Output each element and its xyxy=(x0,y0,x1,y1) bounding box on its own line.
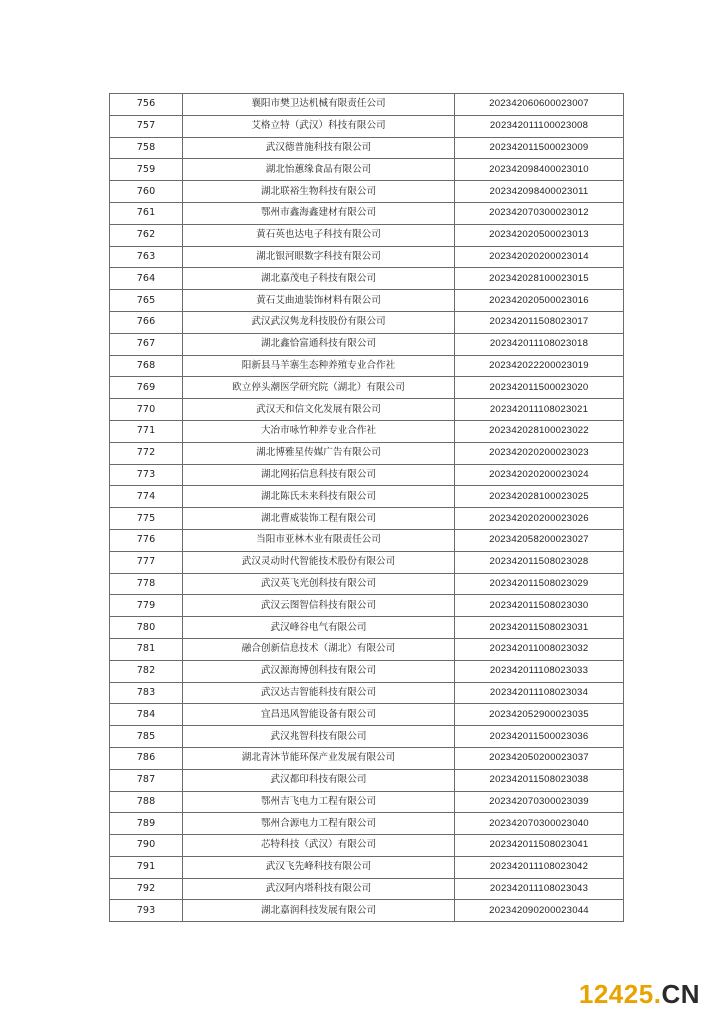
row-number: 758 xyxy=(110,137,183,159)
row-number: 780 xyxy=(110,617,183,639)
row-number: 760 xyxy=(110,181,183,203)
table-row xyxy=(110,268,624,290)
registration-code: 202342011508023028 xyxy=(455,551,624,573)
registration-code: 202342011508023031 xyxy=(455,617,624,639)
company-name: 湖北曹威装饰工程有限公司 xyxy=(183,508,455,530)
registration-code: 202342020500023016 xyxy=(455,290,624,312)
company-name: 湖北嘉茂电子科技有限公司 xyxy=(183,268,455,290)
company-name: 大冶市咏竹种养专业合作社 xyxy=(183,420,455,442)
company-name: 武汉兆智科技有限公司 xyxy=(183,726,455,748)
company-name: 湖北怡蕙缘食品有限公司 xyxy=(183,159,455,181)
registration-code: 202342070300023040 xyxy=(455,813,624,835)
company-name: 武汉峰谷电气有限公司 xyxy=(183,617,455,639)
company-name: 武汉云图智信科技有限公司 xyxy=(183,595,455,617)
company-name: 欧立停头潮医学研究院（湖北）有限公司 xyxy=(183,377,455,399)
company-name: 芯特科技（武汉）有限公司 xyxy=(183,835,455,857)
row-number: 763 xyxy=(110,246,183,268)
company-name: 湖北鑫恰富通科技有限公司 xyxy=(183,333,455,355)
registration-code: 202342011500023036 xyxy=(455,726,624,748)
registration-code: 202342052900023035 xyxy=(455,704,624,726)
registration-code: 202342020200023026 xyxy=(455,508,624,530)
registration-code: 202342070300023039 xyxy=(455,791,624,813)
registration-code: 202342020200023023 xyxy=(455,442,624,464)
registration-code: 202342011508023041 xyxy=(455,835,624,857)
registration-code: 202342022200023019 xyxy=(455,355,624,377)
registration-code: 202342020200023014 xyxy=(455,246,624,268)
row-number: 776 xyxy=(110,529,183,551)
table-row xyxy=(110,202,624,224)
registration-code: 202342028100023015 xyxy=(455,268,624,290)
table-row xyxy=(110,486,624,508)
table-row xyxy=(110,420,624,442)
company-name: 黄石英也达电子科技有限公司 xyxy=(183,224,455,246)
company-name: 武汉天和信文化发展有限公司 xyxy=(183,399,455,421)
row-number: 775 xyxy=(110,508,183,530)
table-row xyxy=(110,878,624,900)
table-row xyxy=(110,551,624,573)
table-body xyxy=(110,94,624,922)
company-name: 武汉武汉隽龙科技股份有限公司 xyxy=(183,311,455,333)
row-number: 768 xyxy=(110,355,183,377)
company-name: 阳新县马羊寨生态种养殖专业合作社 xyxy=(183,355,455,377)
table-row xyxy=(110,246,624,268)
row-number: 773 xyxy=(110,464,183,486)
company-name: 武汉达吉智能科技有限公司 xyxy=(183,682,455,704)
registration-code: 202342011508023038 xyxy=(455,769,624,791)
company-name: 黄石艾曲迪装饰材料有限公司 xyxy=(183,290,455,312)
table-row xyxy=(110,573,624,595)
company-name: 当阳市亚林木业有限责任公司 xyxy=(183,529,455,551)
registration-code: 202342011108023033 xyxy=(455,660,624,682)
table-row xyxy=(110,94,624,116)
registration-code: 202342011108023034 xyxy=(455,682,624,704)
row-number: 759 xyxy=(110,159,183,181)
row-number: 772 xyxy=(110,442,183,464)
row-number: 762 xyxy=(110,224,183,246)
company-name: 襄阳市樊卫达机械有限责任公司 xyxy=(183,94,455,116)
registration-code: 202342028100023022 xyxy=(455,420,624,442)
table-row xyxy=(110,115,624,137)
row-number: 765 xyxy=(110,290,183,312)
registration-table xyxy=(109,93,624,922)
row-number: 783 xyxy=(110,682,183,704)
company-name: 湖北嘉润科技发展有限公司 xyxy=(183,900,455,922)
company-name: 武汉阿内塔科技有限公司 xyxy=(183,878,455,900)
company-name: 武汉灵动时代智能技术股份有限公司 xyxy=(183,551,455,573)
registration-code: 202342011108023018 xyxy=(455,333,624,355)
row-number: 766 xyxy=(110,311,183,333)
table-row xyxy=(110,791,624,813)
company-name: 武汉德普施科技有限公司 xyxy=(183,137,455,159)
table-row xyxy=(110,529,624,551)
table-row xyxy=(110,769,624,791)
table-row xyxy=(110,399,624,421)
row-number: 761 xyxy=(110,202,183,224)
table-row xyxy=(110,704,624,726)
row-number: 781 xyxy=(110,638,183,660)
row-number: 756 xyxy=(110,94,183,116)
row-number: 793 xyxy=(110,900,183,922)
company-name: 宜昌迅风智能设备有限公司 xyxy=(183,704,455,726)
row-number: 791 xyxy=(110,856,183,878)
table-row xyxy=(110,290,624,312)
row-number: 764 xyxy=(110,268,183,290)
table-row xyxy=(110,856,624,878)
row-number: 767 xyxy=(110,333,183,355)
row-number: 782 xyxy=(110,660,183,682)
company-name: 武汉源海博创科技有限公司 xyxy=(183,660,455,682)
company-name: 湖北青沐节能环保产业发展有限公司 xyxy=(183,747,455,769)
company-name: 武汉飞先峰科技有限公司 xyxy=(183,856,455,878)
table-row xyxy=(110,355,624,377)
company-name: 湖北联裕生物科技有限公司 xyxy=(183,181,455,203)
row-number: 771 xyxy=(110,420,183,442)
table-row xyxy=(110,311,624,333)
table-row xyxy=(110,747,624,769)
registration-code: 202342011508023029 xyxy=(455,573,624,595)
company-name: 艾格立特（武汉）科技有限公司 xyxy=(183,115,455,137)
table-row xyxy=(110,333,624,355)
row-number: 779 xyxy=(110,595,183,617)
company-name: 湖北博雅星传媒广告有限公司 xyxy=(183,442,455,464)
registration-code: 202342090200023044 xyxy=(455,900,624,922)
watermark-digits: 12425 xyxy=(578,979,654,1009)
registration-code: 202342020500023013 xyxy=(455,224,624,246)
row-number: 789 xyxy=(110,813,183,835)
row-number: 777 xyxy=(110,551,183,573)
table-row xyxy=(110,638,624,660)
registration-code: 202342011508023030 xyxy=(455,595,624,617)
registration-code: 202342011108023043 xyxy=(455,878,624,900)
company-name: 融合创新信息技术（湖北）有限公司 xyxy=(183,638,455,660)
table-row xyxy=(110,224,624,246)
registration-code: 202342050200023037 xyxy=(455,747,624,769)
table-row xyxy=(110,377,624,399)
row-number: 785 xyxy=(110,726,183,748)
table-row xyxy=(110,595,624,617)
table-row xyxy=(110,835,624,857)
table-row xyxy=(110,900,624,922)
registration-code: 202342028100023025 xyxy=(455,486,624,508)
company-name: 湖北陈氏未来科技有限公司 xyxy=(183,486,455,508)
row-number: 786 xyxy=(110,747,183,769)
company-name: 湖北网拓信息科技有限公司 xyxy=(183,464,455,486)
table-row xyxy=(110,442,624,464)
company-name: 鄂州吉飞电力工程有限公司 xyxy=(183,791,455,813)
table-row xyxy=(110,464,624,486)
table-row xyxy=(110,159,624,181)
registration-code: 202342011500023020 xyxy=(455,377,624,399)
site-watermark xyxy=(579,979,700,1010)
registration-code: 202342020200023024 xyxy=(455,464,624,486)
row-number: 774 xyxy=(110,486,183,508)
table-row xyxy=(110,660,624,682)
registration-code: 202342058200023027 xyxy=(455,529,624,551)
company-name: 鄂州合源电力工程有限公司 xyxy=(183,813,455,835)
registration-code: 202342011008023032 xyxy=(455,638,624,660)
table-row xyxy=(110,617,624,639)
row-number: 790 xyxy=(110,835,183,857)
row-number: 770 xyxy=(110,399,183,421)
company-name: 湖北银河眼数字科技有限公司 xyxy=(183,246,455,268)
table-row xyxy=(110,137,624,159)
row-number: 784 xyxy=(110,704,183,726)
registration-code: 202342098400023010 xyxy=(455,159,624,181)
registration-code: 202342060600023007 xyxy=(455,94,624,116)
company-name: 鄂州市鑫海鑫建材有限公司 xyxy=(183,202,455,224)
company-name: 武汉都印科技有限公司 xyxy=(183,769,455,791)
row-number: 769 xyxy=(110,377,183,399)
registration-code: 202342011108023021 xyxy=(455,399,624,421)
watermark-dot: . xyxy=(653,979,662,1009)
company-name: 武汉英飞光创科技有限公司 xyxy=(183,573,455,595)
row-number: 788 xyxy=(110,791,183,813)
table-row xyxy=(110,726,624,748)
row-number: 792 xyxy=(110,878,183,900)
registration-code: 202342011108023042 xyxy=(455,856,624,878)
registration-code: 202342070300023012 xyxy=(455,202,624,224)
row-number: 757 xyxy=(110,115,183,137)
table-row xyxy=(110,181,624,203)
registration-code: 202342011500023009 xyxy=(455,137,624,159)
registration-code: 202342098400023011 xyxy=(455,181,624,203)
table-row xyxy=(110,682,624,704)
row-number: 778 xyxy=(110,573,183,595)
row-number: 787 xyxy=(110,769,183,791)
table-row xyxy=(110,813,624,835)
watermark-suffix: CN xyxy=(661,979,700,1009)
table-row xyxy=(110,508,624,530)
registration-code: 202342011100023008 xyxy=(455,115,624,137)
registration-code: 202342011508023017 xyxy=(455,311,624,333)
